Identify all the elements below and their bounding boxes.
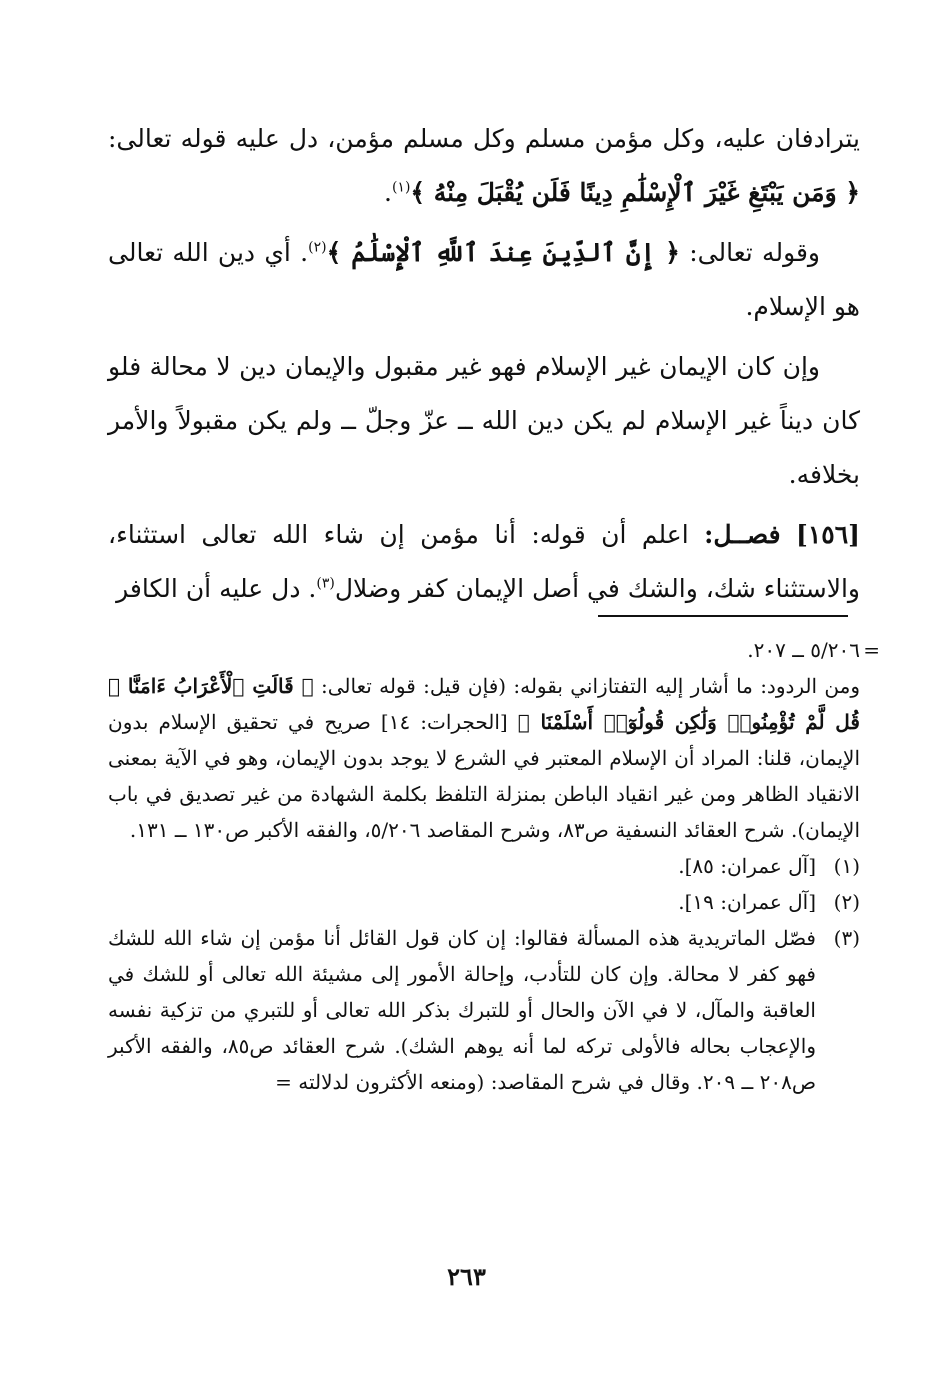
main-text [108,112,860,616]
footnote-ref-1[interactable]: (١) [391,179,411,196]
continued-text-b: [الحجرات: ١٤] صريح في تحقيق الإسلام بدون الإيمان، قلنا: المراد أن الإسلام المعتبر في الشرع لا يوجد بدون الإيمان، وهو في الآية بمعنى الانقياد الظاهر ومن غير انقياد الباطن بمنزلة التلفظ بكلمة الشهادة من غير تصديق في باب الإيمان). شرح العقائد النسفية ص٨٣، وشرح المقاصد ٥/٢٠٦، والفقه الأكبر ص١٣٠ ــ ١٣١. [108,710,860,842]
footnote-2 [108,884,860,920]
footnote-text: فصّل الماتريدية هذه المسألة فقالوا: إن كان قول القائل أنا مؤمن إن شاء الله للشك فهو كفر لا محالة. وإن كان للتأدب، وإحالة الأمور إلى مشيئة الله تعالى أو للشك في العاقبة والمآل، لا في الآن والحال أو للتبرك بذكر الله تعالى أو للتبري من تزكية نفسه والإعجاب بحاله فالأولى تركه لما أنه يوهم الشك). شرح العقائد ص٨٥، والفقه الأكبر ص٢٠٨ ــ ٢٠٩. وقال في شرح المقاصد: (ومنعه الأكثرون لدلالته = [108,926,816,1094]
paragraph-3: وإن كان الإيمان غير الإسلام فهو غير مقبول والإيمان دين لا محالة فلو كان ديناً غير الإسلام لم يكن دين الله ــ عزّ وجلّ ــ ولم يكن مقبولاً والأمر بخلافه. [108,352,860,489]
paragraph-1 [108,112,860,220]
p4-end: . دل عليه أن الكافر [116,574,317,603]
p2-end: . أي دين الله تعالى هو الإسلام. [108,238,860,321]
footnote-3 [108,920,860,1100]
continued-footnote-line: ٥/٢٠٦ ــ ٢٠٧. [747,638,860,662]
p1-line1: يترادفان عليه، وكل مؤمن مسلم وكل مسلم مؤمن، دل عليه قوله تعالى: [108,124,860,153]
footnote-number: (٣) [833,926,860,950]
paragraph-4 [108,508,860,616]
footnote-separator [598,615,848,617]
quran-verse-1: ﴿ وَمَن يَبْتَغِ غَيْرَ ٱلْإِسْلَٰمِ دِينًا فَلَن يُقْبَلَ مِنْهُ ﴾ [410,178,860,207]
p2-start: وقوله تعالى: [689,238,821,267]
page-number: ٢٦٣ [447,1262,486,1291]
section-label: فصــل: [704,520,781,549]
section-number: [١٥٦] [796,520,860,549]
continued-footnote-paragraph [108,668,860,848]
footnote-ref-2[interactable]: (٢) [308,239,327,256]
footnote-text: [آل عمران: ٨٥]. [678,854,816,878]
paragraph-2 [108,226,860,334]
footnote-number: (١) [833,854,860,878]
quran-verse-2: ﴿ إِنَّ ٱلدِّينَ عِندَ ٱللَّهِ ٱلْإِسْلَٰمُ ﴾ [326,238,680,267]
continued-text-a: ومن الردود: ما أشار إليه التفتازاني بقوله: (فإن قيل: قوله تعالى: [320,674,860,698]
footnote-text: [آل عمران: ١٩]. [678,890,816,914]
p1-end: . [383,178,392,207]
footnotes [108,632,880,1100]
footnote-number: (٢) [833,890,860,914]
continuation-mark: = [863,638,880,662]
footnote-ref-3[interactable]: (٣) [316,575,335,592]
footnote-1 [108,848,860,884]
quran-verse-footnote: ﴿ قَالَتِ ٱلْأَعْرَابُ ءَامَنَّا ۖ قُل لَّمْ تُؤْمِنُوا۟ وَلَٰكِن قُولُوٓا۟ أَسْلَمْنَا ﴾ [108,674,860,734]
p4-text: اعلم أن قوله: أنا مؤمن إن شاء الله تعالى استثناء، والاستثناء شك، والشك في أصل الإيمان كفر وضلال [108,520,860,603]
